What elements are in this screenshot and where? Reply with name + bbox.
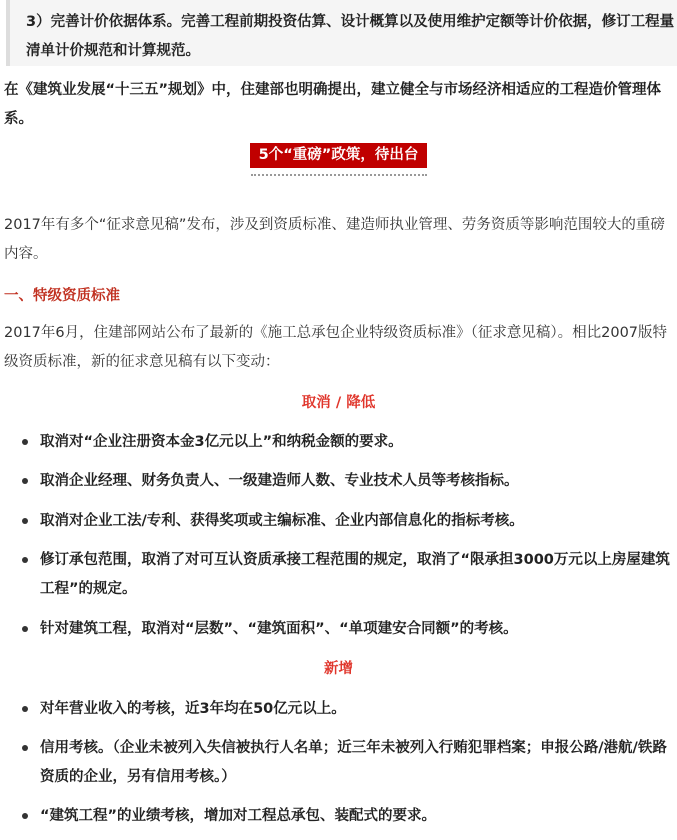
list-item-text: 针对建筑工程，取消对“层数”、“建筑面积”、“单项建安合同额”的考核。 [40, 621, 518, 637]
list-item [22, 802, 673, 831]
bullet-icon [22, 439, 28, 445]
intro-paragraph: 在《建筑业发展“十三五”规划》中，住建部也明确提出，建立健全与市场经济相适应的工程造价管理体系。 [4, 82, 662, 127]
list-item-text: 对年营业收入的考核，近3年均在50亿元以上。 [40, 701, 346, 717]
list-item [22, 428, 673, 457]
section-paragraph: 2017年6月，住建部网站公布了最新的《施工总承包企业特级资质标准》（征求意见稿）。相比2007版特级资质标准，新的征求意见稿有以下变动： [4, 325, 668, 370]
list-item-text: 信用考核。（企业未被列入失信被执行人名单；近三年未被列入行贿犯罪档案；申报公路/港航/铁路资质的企业，另有信用考核。） [40, 740, 667, 785]
quote-text: 3）完善计价依据体系。完善工程前期投资估算、设计概算以及使用维护定额等计价依据，修订工程量清单计价规范和计算规范。 [26, 14, 675, 59]
bullet-icon [22, 518, 28, 524]
section-heading: 一、特级资质标准 [4, 288, 120, 304]
cancel-title: 取消 / 降低 [301, 395, 376, 411]
new-title: 新增 [324, 661, 353, 677]
summary-paragraph: 2017年有多个“征求意见稿”发布，涉及到资质标准、建造师执业管理、劳务资质等影响范围较大的重磅内容。 [4, 217, 665, 262]
list-item-text: 取消对“企业注册资本金3亿元以上”和纳税金额的要求。 [40, 434, 403, 450]
bullet-icon [22, 557, 28, 563]
list-item-text: 取消对企业工法/专利、获得奖项或主编标准、企业内部信息化的指标考核。 [40, 513, 524, 529]
banner-divider [251, 174, 427, 176]
list-item-text: “建筑工程”的业绩考核，增加对工程总承包、装配式的要求。 [40, 808, 437, 824]
list-item [22, 467, 673, 496]
bullet-icon [22, 706, 28, 712]
bullet-icon [22, 626, 28, 632]
banner-container [0, 143, 677, 168]
list-item [22, 615, 673, 644]
list-item [22, 546, 673, 604]
bullet-icon [22, 745, 28, 751]
section-banner: 5个“重磅”政策，待出台 [250, 143, 428, 168]
list-item-text: 修订承包范围，取消了对可互认资质承接工程范围的规定，取消了“限承担3000万元以上房屋建筑工程”的规定。 [40, 552, 670, 597]
list-item-text: 取消企业经理、财务负责人、一级建造师人数、专业技术人员等考核指标。 [40, 473, 519, 489]
quote-block [6, 0, 677, 66]
list-item [22, 734, 673, 792]
bullet-icon [22, 478, 28, 484]
bullet-icon [22, 813, 28, 819]
list-item [22, 507, 673, 536]
list-item [22, 695, 673, 724]
